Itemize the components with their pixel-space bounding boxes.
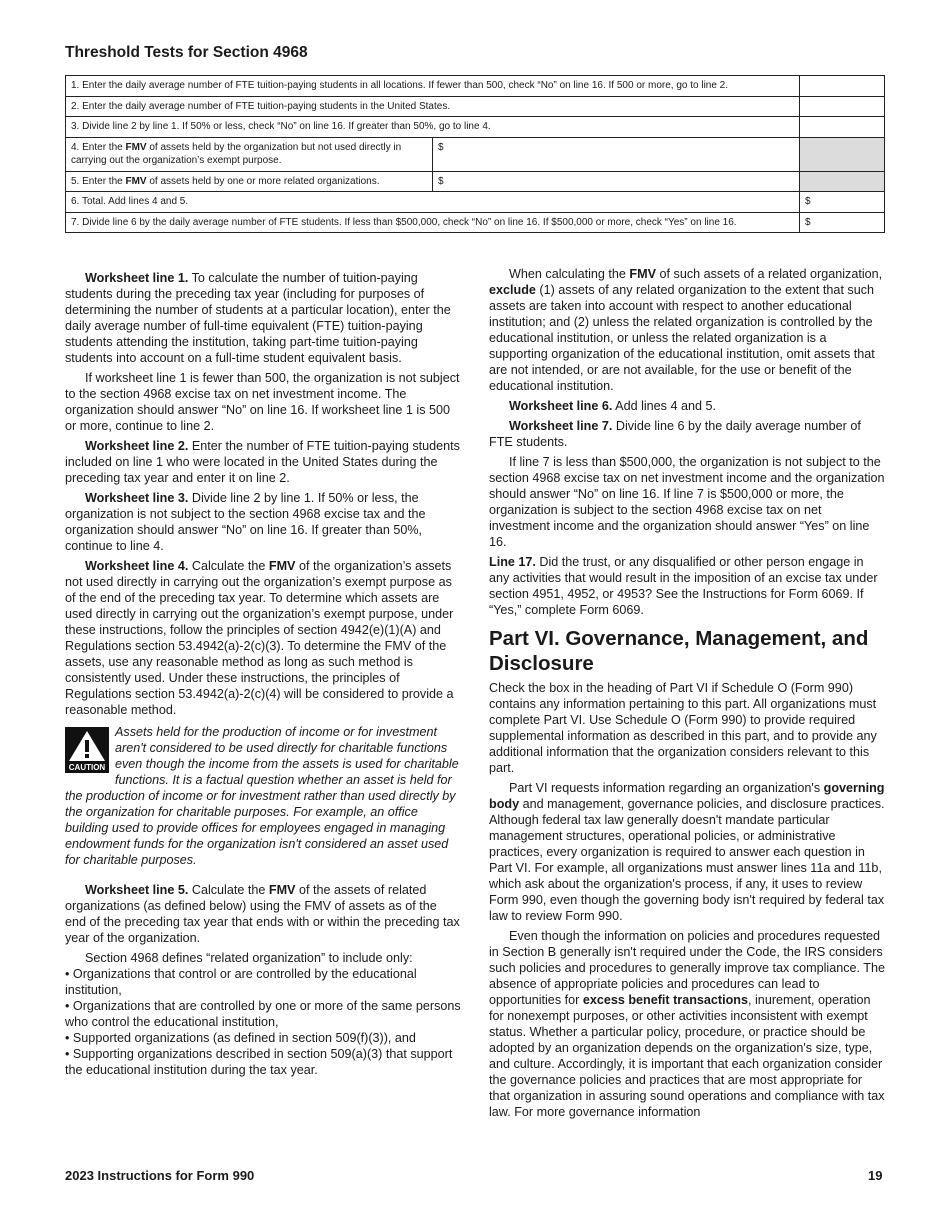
paragraph: Worksheet line 4. Calculate the FMV of the organization’s assets not used directly in carrying out the organization’s exempt purpose as of the end of the preceding tax year. To determine which assets are used directly in carrying out the organization’s exempt purpose, under these instructions, follow the principles of section 4942(e)(1)(A) and Regulations section 53.4942(a)-2(c)(3). To determine the FMV of the assets, use any reasonable method as long as such method is consistently used. Under these instructions, the principles of Regulations section 53.4942(a)-2(c)(4) will be considered to provide a reasonable method. (65, 559, 454, 717)
worksheet-line-3: 3. Divide line 2 by line 1. If 50% or less, check “No” on line 16. If greater than 50%, go to line 4. (66, 117, 800, 138)
paragraph: Worksheet line 1. To calculate the number of tuition-paying students during the preceding tax year (including for purposes of determining the number of students at a particular location), enter the daily average number of full-time equivalent (FTE) tuition-paying students attending the institution, taking part-time tuition-paying students into account on a full-time student equivalent basis. (65, 271, 451, 365)
worksheet-line-2: 2. Enter the daily average number of FTE tuition-paying students in the United States. (66, 96, 800, 117)
page-number: 19 (868, 1168, 883, 1183)
list-item: • Organizations that are controlled by one or more of the same persons who control the educational institution, (65, 999, 461, 1029)
table-row (66, 212, 885, 233)
paragraph: When calculating the FMV of such assets of a related organization, exclude (1) assets of any related organization to the extent that such assets are taken into account with respect to another educational institution; and (2) unless the related organization is controlled by the educational institution, or unless the related organization is a supporting organization of the educational institution, omit assets that are not intended, or are not available, for the use or benefit of the educational institution. (489, 267, 883, 393)
worksheet-line-6: 6. Total. Add lines 4 and 5. (66, 192, 800, 213)
line-3-amount (800, 117, 885, 138)
list-item: • Organizations that control or are controlled by the educational institution, (65, 967, 417, 997)
table-row (66, 171, 885, 192)
paragraph: If worksheet line 1 is fewer than 500, the organization is not subject to the section 4968 excise tax on net investment income. The organization should answer “No” on line 16. If worksheet line 1 is 500 or more, continue to line 2. (65, 371, 460, 433)
right-column (489, 266, 885, 1124)
paragraph: Worksheet line 5. Calculate the FMV of the assets of related organizations (as defined below) using the FMV of assets as of the end of the preceding tax year that ends with or within the preceding tax year of the organization. (65, 883, 460, 945)
paragraph: Line 17. Did the trust, or any disqualified or other person engage in any activities that would result in the imposition of an excise tax under section 4951, 4952, or 4953? See the Instructions for Form 6069. If “Yes,” complete Form 6069. (489, 555, 878, 617)
line-6-amount: $ (800, 192, 885, 213)
paragraph: Section 4968 defines “related organization” to include only: (85, 951, 413, 965)
paragraph: Check the box in the heading of Part VI if Schedule O (Form 990) contains any information pertaining to this part. All organizations must complete Part VI. Use Schedule O (Form 990) to provide required supplemental information as described in this part, and to provide any additional information that the organization considers relevant to this part. (489, 681, 877, 775)
left-column (65, 270, 461, 1078)
table-row (66, 96, 885, 117)
paragraph: Worksheet line 3. Divide line 2 by line 1. If 50% or less, the organization is not subject to the section 4968 excise tax and the organization should answer “No” on line 16. If greater than 50%, continue to line 4. (65, 491, 426, 553)
table-row (66, 76, 885, 97)
caution-icon (65, 727, 109, 773)
line-7-amount: $ (800, 212, 885, 233)
paragraph: If line 7 is less than $500,000, the organization is not subject to the section 4968 excise tax on net investment income and the organization should answer “No” on line 16. If line 7 is $500,000 or more, the organization is subject to the section 4968 excise tax on net investment income and the organization should answer “Yes” on line 16. (489, 455, 885, 549)
table-row (66, 137, 885, 171)
paragraph: Worksheet line 7. Divide line 6 by the daily average number of FTE students. (489, 419, 861, 449)
caution-label: CAUTION (68, 763, 106, 772)
part-vi-heading: Part VI. Governance, Management, and Disclosure (489, 627, 869, 675)
caution-note (65, 724, 461, 868)
line-5-amount: $ (433, 171, 800, 192)
worksheet-line-7: 7. Divide line 6 by the daily average number of FTE students. If less than $500,000, check “No” on line 16. If $500,000 or more, check “Yes” on line 16. (66, 212, 800, 233)
footer-title: 2023 Instructions for Form 990 (65, 1168, 255, 1183)
table-row (66, 192, 885, 213)
paragraph: Worksheet line 6. Add lines 4 and 5. (509, 399, 716, 413)
table-row (66, 117, 885, 138)
line-1-amount (800, 76, 885, 97)
worksheet-line-4: 4. Enter the FMV of assets held by the organization but not used directly in carrying out the organization’s exempt purpose. (66, 137, 433, 171)
paragraph: Worksheet line 2. Enter the number of FTE tuition-paying students included on line 1 who were located in the United States during the preceding tax year and enter it on line 2. (65, 439, 460, 485)
list-item: • Supported organizations (as defined in section 509(f)(3)), and (65, 1031, 416, 1045)
worksheet-line-1: 1. Enter the daily average number of FTE tuition-paying students in all locations. If fewer than 500, check “No” on line 16. If 500 or more, go to line 2. (66, 76, 800, 97)
line-4-shaded (800, 137, 885, 171)
line-5-shaded (800, 171, 885, 192)
list-item: • Supporting organizations described in section 509(a)(3) that support the educational institution during the tax year. (65, 1047, 453, 1077)
line-4-amount: $ (433, 137, 800, 171)
paragraph: Part VI requests information regarding an organization's governing body and management, governance policies, and disclosure practices. Although federal tax law generally doesn't mandate particular management structures, operational policies, or administrative practices, every organization is required to answer each question in Part VI. For example, all organizations must answer lines 11a and 11b, which ask about the organization's process, if any, it uses to review Form 990, even though the governing body isn't required by federal tax law to review Form 990. (489, 781, 885, 923)
paragraph: Even though the information on policies and procedures requested in Section B generally isn't required under the Code, the IRS considers such policies and procedures to generally improve tax compliance. The absence of appropriate policies and procedures can lead to opportunities for excess benefit transactions, inurement, operation for nonexempt purposes, or other activities inconsistent with exempt status. Whether a particular policy, procedure, or practice should be adopted by an organization depends on the organization's size, type, and culture. Accordingly, it is important that each organization consider the governance policies and practices that are most appropriate for that organization in assuring sound operations and compliance with tax law. For more governance information (489, 929, 885, 1119)
caution-text: Assets held for the production of income or for investment aren't considered to be used directly for charitable functions even though the income from the assets is used for charitable functions. It is a factual question whether an asset is held for the production of income or for investment rather than used directly by the organization for charitable purposes. For example, an office building used to provide offices for employees engaged in managing endowment funds for the organization isn't considered an asset used for charitable purposes. (65, 725, 459, 867)
line-2-amount (800, 96, 885, 117)
section-heading: Threshold Tests for Section 4968 (65, 44, 308, 61)
threshold-worksheet-table (65, 75, 885, 233)
worksheet-line-5: 5. Enter the FMV of assets held by one or more related organizations. (66, 171, 433, 192)
